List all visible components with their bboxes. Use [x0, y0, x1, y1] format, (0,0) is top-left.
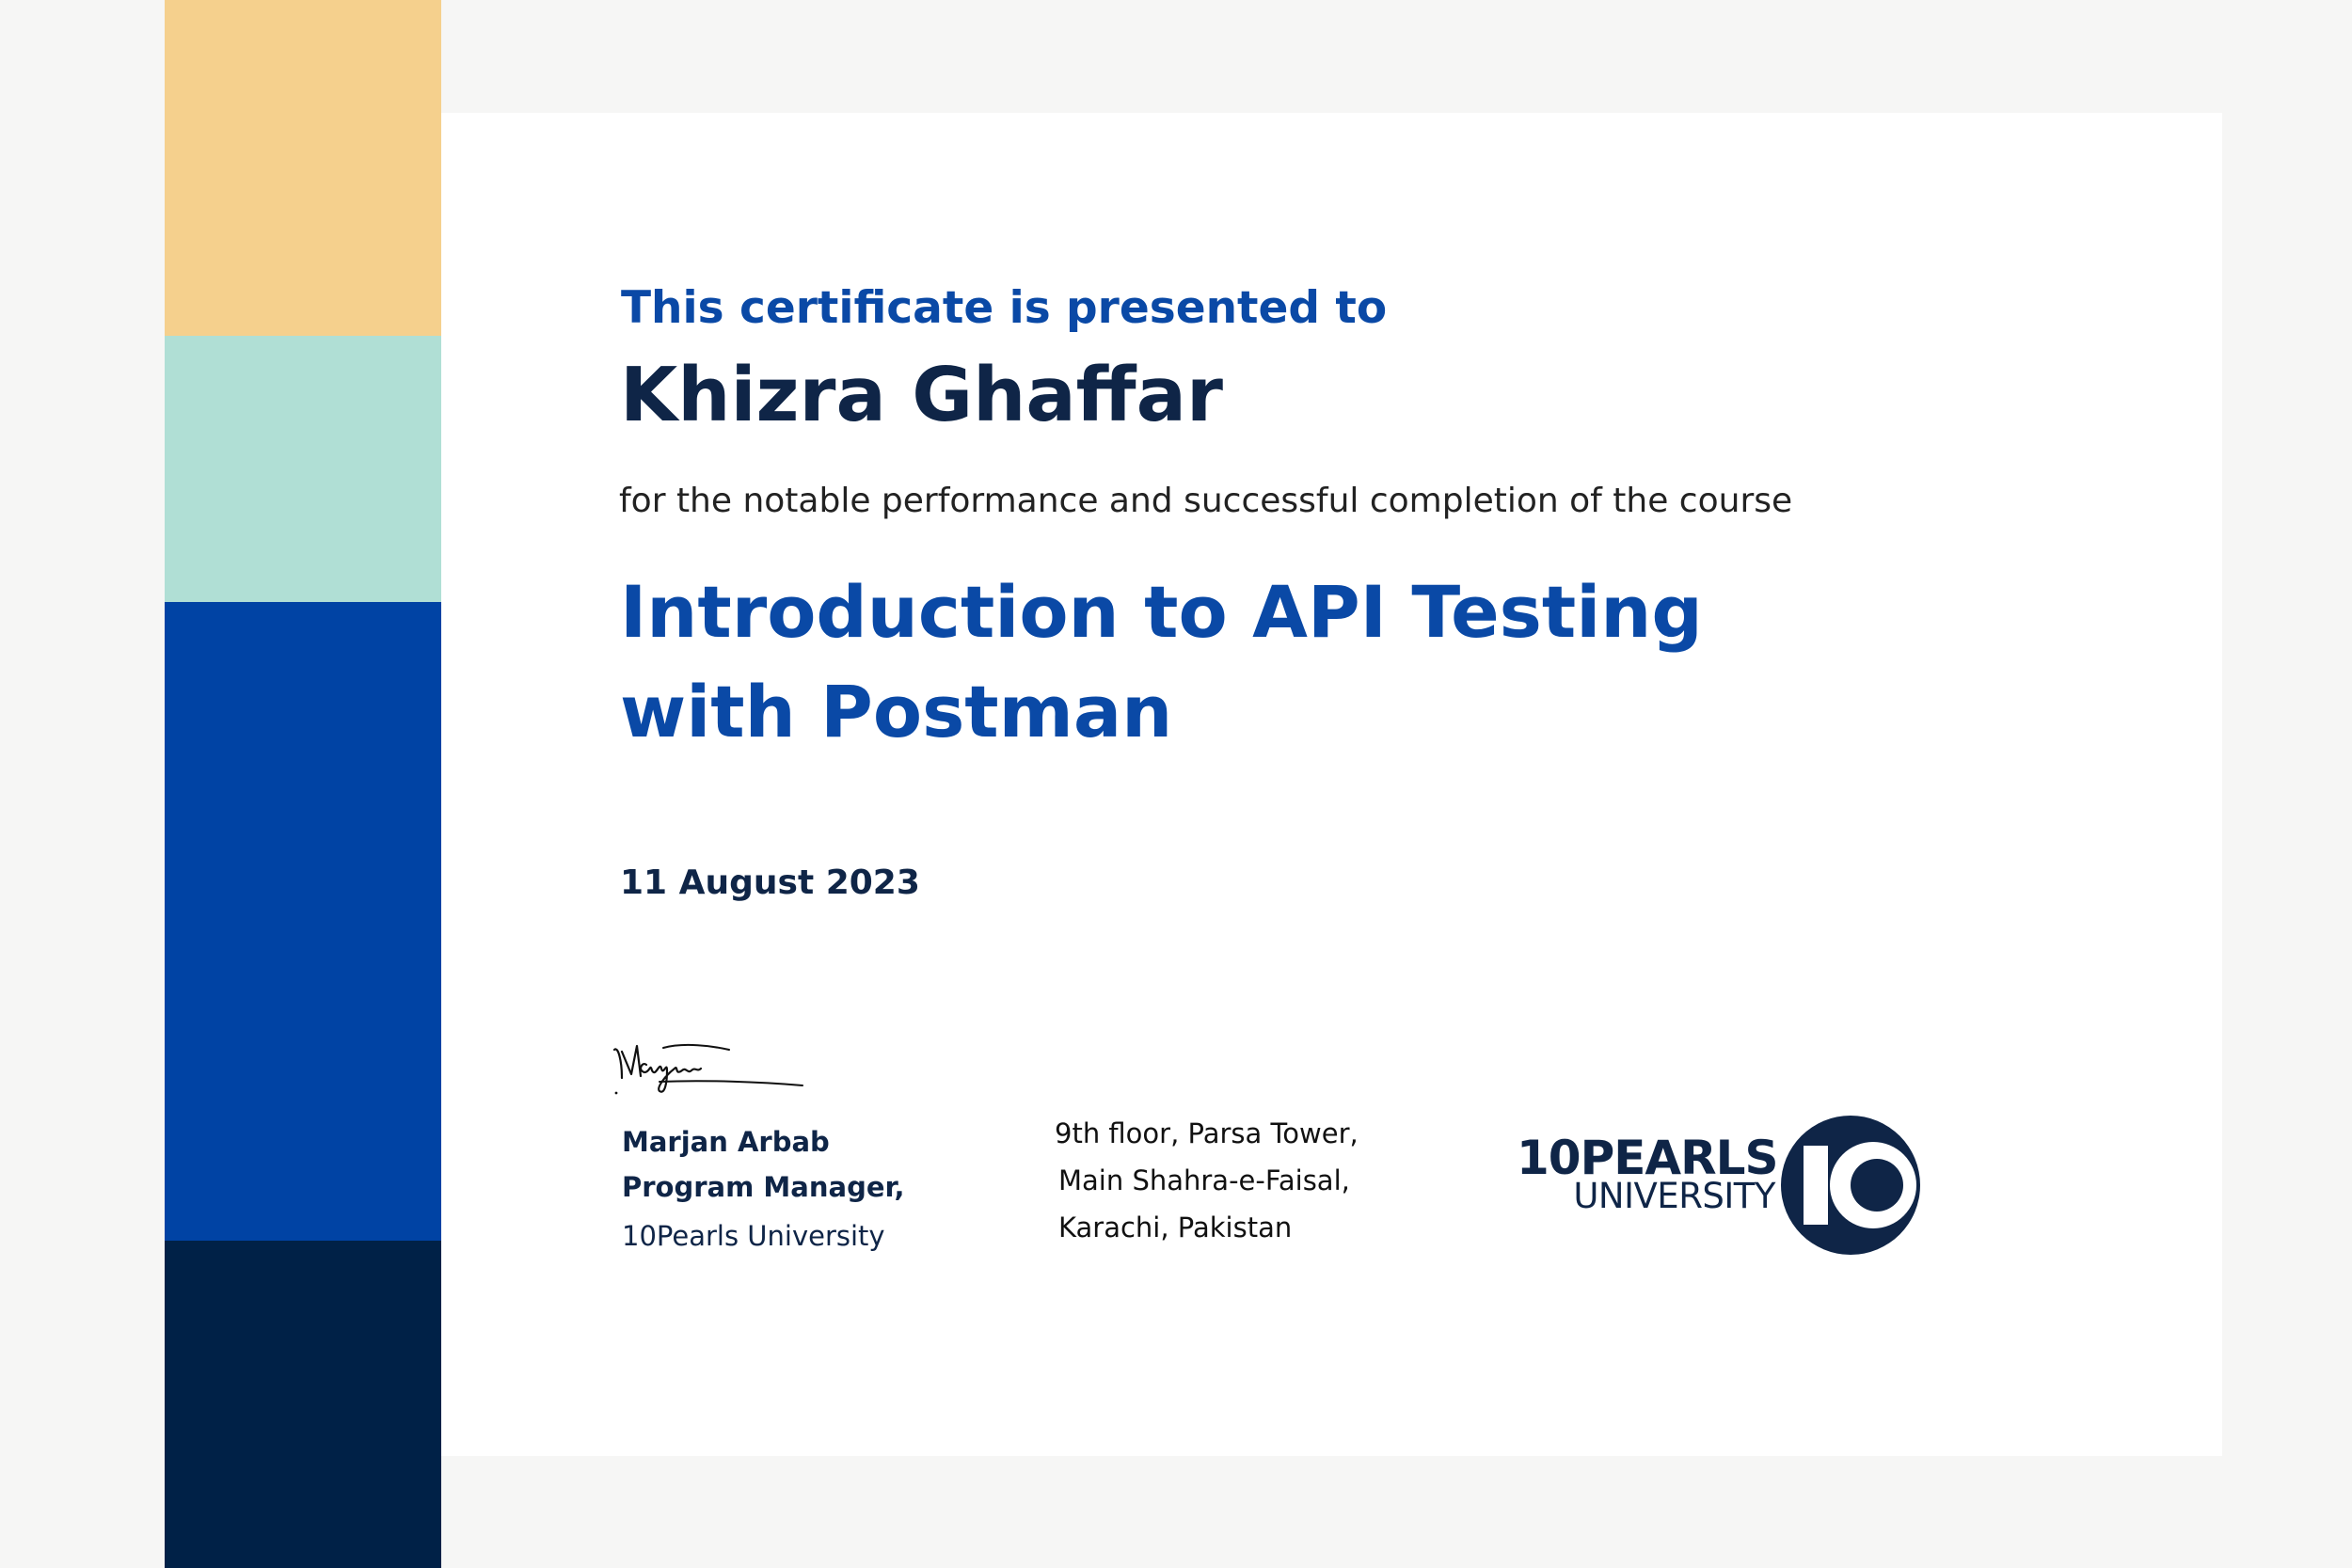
certificate-card [441, 113, 2222, 1456]
presented-to-heading: This certificate is presented to [621, 282, 1388, 334]
signature-image [609, 1033, 806, 1108]
decorative-stripe-mint [165, 336, 441, 602]
logo-wordmark [1517, 1110, 1778, 1216]
course-title-line-1: Introduction to API Testing [620, 570, 1703, 654]
address-line-2: Main Shahra-e-Faisal, [1058, 1164, 1350, 1196]
logo-subtitle: UNIVERSITY [1573, 1176, 1775, 1216]
recipient-name: Khizra Ghaffar [620, 352, 1223, 438]
decorative-stripe-blue [165, 602, 441, 1241]
address-line-1: 9th floor, Parsa Tower, [1055, 1117, 1359, 1149]
course-title [620, 562, 1703, 762]
completion-reason: for the notable performance and successful completion of the course [619, 482, 1793, 520]
signatory-name: Marjan Arbab [622, 1126, 830, 1158]
decorative-stripe-navy [165, 1241, 441, 1568]
signatory-title: Program Manager, [622, 1171, 905, 1203]
10pearls-university-logo [1517, 1110, 1931, 1260]
signatory-organization: 10Pearls University [622, 1220, 885, 1252]
logo-brand: 10PEARLS [1517, 1131, 1778, 1185]
address-block [1055, 1110, 1359, 1251]
address-line-3: Karachi, Pakistan [1058, 1212, 1293, 1243]
issue-date: 11 August 2023 [620, 863, 920, 902]
decorative-stripe-yellow [165, 0, 441, 336]
signatory-block [622, 1119, 905, 1259]
logo-mark-icon [1775, 1110, 1926, 1260]
course-title-line-2: with Postman [620, 670, 1173, 753]
